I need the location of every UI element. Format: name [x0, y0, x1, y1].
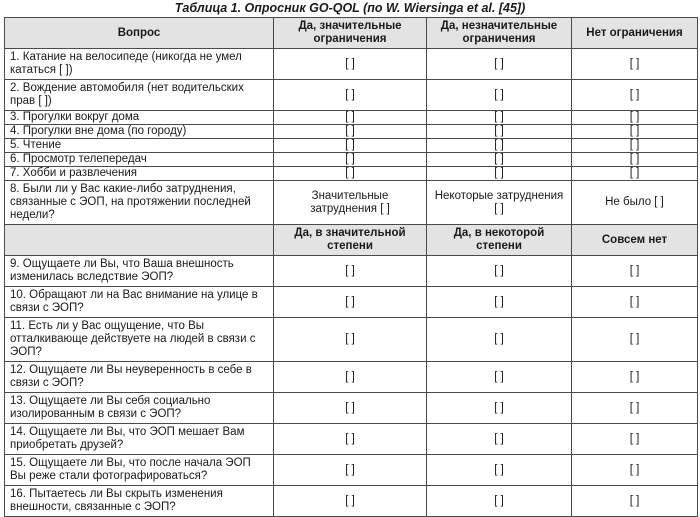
answer-checkbox[interactable]: [ ]	[427, 318, 572, 362]
answer-checkbox[interactable]: [ ]	[274, 287, 427, 318]
table-row	[5, 362, 698, 393]
answer-checkbox[interactable]: [ ]	[572, 393, 698, 424]
question-text: 2. Вождение автомобиля (нет водительских прав [ ])	[5, 80, 274, 111]
table-row	[5, 167, 698, 181]
header-row-1	[5, 18, 698, 49]
answer-checkbox[interactable]: [ ]	[572, 111, 698, 125]
answer-checkbox[interactable]: [ ]	[274, 125, 427, 139]
answer-checkbox[interactable]: [ ]	[274, 153, 427, 167]
question-text: 15. Ощущаете ли Вы, что после начала ЭОП Вы реже стали фотографироваться?	[5, 455, 274, 486]
header-col-no-limits: Нет ограничения	[572, 18, 698, 49]
question-text: 7. Хобби и развлечения	[5, 167, 274, 181]
answer-checkbox[interactable]: [ ]	[572, 139, 698, 153]
table-row	[5, 424, 698, 455]
answer-checkbox[interactable]: [ ]	[572, 318, 698, 362]
questionnaire-table	[4, 17, 698, 517]
header-col-some-degree: Да, в некоторой степени	[427, 225, 572, 256]
answer-checkbox[interactable]: [ ]	[572, 362, 698, 393]
header-col-not-at-all: Совсем нет	[572, 225, 698, 256]
answer-checkbox[interactable]: [ ]	[274, 424, 427, 455]
table-row	[5, 486, 698, 517]
question-text: 3. Прогулки вокруг дома	[5, 111, 274, 125]
header-empty-cell	[5, 225, 274, 256]
answer-checkbox[interactable]: [ ]	[427, 153, 572, 167]
answer-checkbox[interactable]: [ ]	[274, 318, 427, 362]
table-row	[5, 139, 698, 153]
answer-checkbox[interactable]: [ ]	[427, 362, 572, 393]
answer-checkbox[interactable]: [ ]	[274, 49, 427, 80]
answer-checkbox[interactable]: [ ]	[274, 486, 427, 517]
answer-checkbox[interactable]: [ ]	[274, 362, 427, 393]
answer-checkbox[interactable]: [ ]	[427, 49, 572, 80]
answer-checkbox[interactable]: [ ]	[427, 393, 572, 424]
question-text: 12. Ощущаете ли Вы неуверенность в себе в связи с ЭОП?	[5, 362, 274, 393]
table-row	[5, 256, 698, 287]
answer-checkbox[interactable]: [ ]	[427, 486, 572, 517]
question-text: 6. Просмотр телепередач	[5, 153, 274, 167]
answer-checkbox[interactable]: [ ]	[274, 80, 427, 111]
answer-checkbox[interactable]: [ ]	[572, 287, 698, 318]
header-question: Вопрос	[5, 18, 274, 49]
answer-checkbox[interactable]: [ ]	[572, 256, 698, 287]
table-row	[5, 455, 698, 486]
answer-checkbox[interactable]: [ ]	[572, 455, 698, 486]
table-row	[5, 80, 698, 111]
table-row	[5, 125, 698, 139]
question-text: 9. Ощущаете ли Вы, что Ваша внешность изменилась вследствие ЭОП?	[5, 256, 274, 287]
table-row-q8	[5, 181, 698, 225]
table-row	[5, 287, 698, 318]
answer-checkbox[interactable]: [ ]	[427, 125, 572, 139]
answer-checkbox[interactable]: [ ]	[427, 139, 572, 153]
header-col-significant-degree: Да, в значительной степени	[274, 225, 427, 256]
answer-checkbox[interactable]: [ ]	[572, 80, 698, 111]
answer-checkbox[interactable]: [ ]	[427, 80, 572, 111]
answer-option-some[interactable]: Некоторые затруднения [ ]	[427, 181, 572, 225]
question-text: 11. Есть ли у Вас ощущение, что Вы отталкивающе действуете на людей в связи с ЭОП?	[5, 318, 274, 362]
answer-checkbox[interactable]: [ ]	[274, 167, 427, 181]
answer-checkbox[interactable]: [ ]	[427, 455, 572, 486]
question-text: 8. Были ли у Вас какие-либо затруднения, связанные с ЭОП, на протяжении последней недели?	[5, 181, 274, 225]
answer-checkbox[interactable]: [ ]	[427, 167, 572, 181]
answer-option-significant[interactable]: Значительные затруднения [ ]	[274, 181, 427, 225]
question-text: 14. Ощущаете ли Вы, что ЭОП мешает Вам приобретать друзей?	[5, 424, 274, 455]
question-text: 13. Ощущаете ли Вы себя социально изолированным в связи с ЭОП?	[5, 393, 274, 424]
header-col-minor-limits: Да, незначительные ограничения	[427, 18, 572, 49]
answer-option-none[interactable]: Не было [ ]	[572, 181, 698, 225]
question-text: 5. Чтение	[5, 139, 274, 153]
table-row	[5, 49, 698, 80]
table-row	[5, 393, 698, 424]
answer-checkbox[interactable]: [ ]	[274, 139, 427, 153]
answer-checkbox[interactable]: [ ]	[572, 486, 698, 517]
answer-checkbox[interactable]: [ ]	[274, 393, 427, 424]
answer-checkbox[interactable]: [ ]	[427, 111, 572, 125]
table-row	[5, 318, 698, 362]
answer-checkbox[interactable]: [ ]	[274, 455, 427, 486]
question-text: 4. Прогулки вне дома (по городу)	[5, 125, 274, 139]
answer-checkbox[interactable]: [ ]	[274, 256, 427, 287]
answer-checkbox[interactable]: [ ]	[427, 424, 572, 455]
answer-checkbox[interactable]: [ ]	[572, 125, 698, 139]
answer-checkbox[interactable]: [ ]	[274, 111, 427, 125]
table-row	[5, 153, 698, 167]
table-caption: Таблица 1. Опросник GO-QOL (по W. Wiersinga et al. [45])	[174, 1, 526, 15]
header-row-2	[5, 225, 698, 256]
table-row	[5, 111, 698, 125]
header-col-significant-limits: Да, значительные ограничения	[274, 18, 427, 49]
answer-checkbox[interactable]: [ ]	[572, 167, 698, 181]
answer-checkbox[interactable]: [ ]	[427, 256, 572, 287]
answer-checkbox[interactable]: [ ]	[572, 49, 698, 80]
question-text: 10. Обращают ли на Вас внимание на улице в связи с ЭОП?	[5, 287, 274, 318]
question-text: 1. Катание на велосипеде (никогда не умел кататься [ ])	[5, 49, 274, 80]
answer-checkbox[interactable]: [ ]	[427, 287, 572, 318]
answer-checkbox[interactable]: [ ]	[572, 424, 698, 455]
question-text: 16. Пытаетесь ли Вы скрыть изменения внешности, связанные с ЭОП?	[5, 486, 274, 517]
answer-checkbox[interactable]: [ ]	[572, 153, 698, 167]
